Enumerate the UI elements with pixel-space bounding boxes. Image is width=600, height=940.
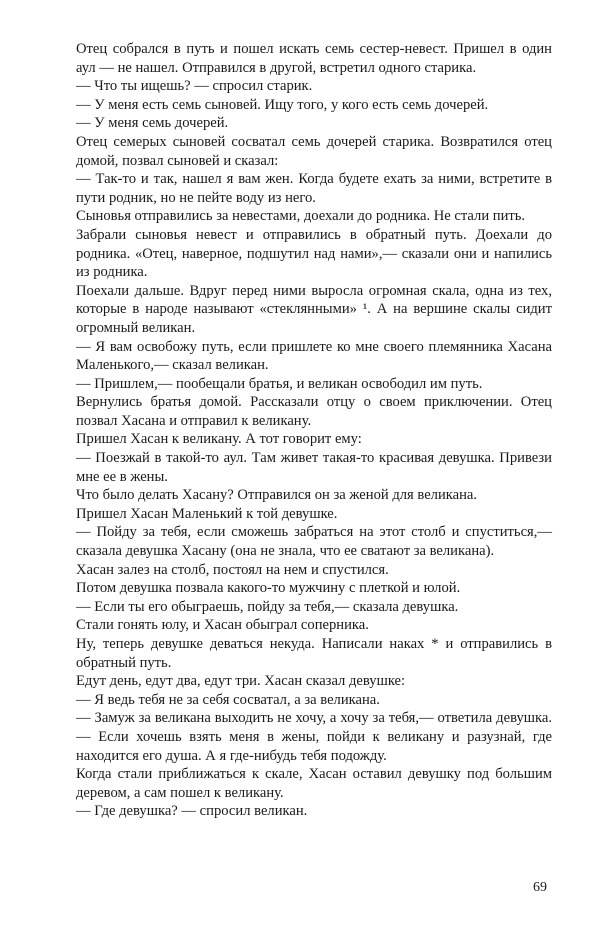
paragraph: — Пришлем,— пообещали братья, и великан освободил им путь.: [76, 375, 483, 392]
paragraph: Стали гонять юлу, и Хасан обыграл соперника.: [76, 617, 369, 634]
paragraph: — Я вам освобожу путь, если пришлете ко мне своего племянника Хасана Маленького,— сказал великан.: [76, 338, 552, 374]
paragraph: Хасан залез на столб, постоял на нем и спустился.: [76, 561, 389, 578]
body-text: [76, 40, 552, 821]
paragraph: — Я ведь тебя не за себя сосватал, а за великана.: [76, 691, 380, 708]
paragraph: Потом девушка позвала какого-то мужчину с плеткой и юлой.: [76, 580, 461, 597]
paragraph: Отец семерых сыновей сосватал семь дочерей старика. Возвратился отец домой, позвал сыновей и сказал:: [76, 133, 552, 169]
paragraph: — Поезжай в такой-то аул. Там живет такая-то красивая девушка. Привези мне ее в жены.: [76, 450, 552, 485]
paragraph: Ну, теперь девушке деваться некуда. Написали наках * и отправились в обратный путь.: [76, 636, 552, 671]
paragraph: Когда стали приближаться к скале, Хасан оставил девушку под большим деревом, а сам пошел к великану.: [76, 766, 552, 801]
paragraph: — Где девушка? — спросил великан.: [76, 803, 308, 820]
paragraph: — Пойду за тебя, если сможешь забраться на этот столб и спуститься,— сказала девушка Хасану (она не знала, что ее сватают за великана).: [76, 524, 552, 560]
paragraph: — Что ты ищешь? — спросил старик.: [76, 78, 313, 95]
paragraph: — Замуж за великана выходить не хочу, а хочу за тебя,— ответила девушка.— Если хочешь взять меня в жены, пойди к великану и разузнай, где находится его душа. А я где-нибудь тебя подожду.: [76, 710, 552, 764]
paragraph: Забрали сыновья невест и отправились в обратный путь. Доехали до родника. «Отец, наверное, подшутил над нами»,— сказали они и напились из родника.: [76, 226, 552, 281]
paragraph: Вернулись братья домой. Рассказали отцу о своем приключении. Отец позвал Хасана и отправил к великану.: [76, 394, 552, 429]
paragraph: Едут день, едут два, едут три. Хасан сказал девушке:: [76, 673, 406, 690]
paragraph: — У меня есть семь сыновей. Ищу того, у кого есть семь дочерей.: [76, 96, 489, 113]
paragraph: Пришел Хасан Маленький к той девушке.: [76, 505, 338, 522]
paragraph: Пришел Хасан к великану. А тот говорит ему:: [76, 431, 362, 448]
paragraph: Отец собрался в путь и пошел искать семь сестер-невест. Пришел в один аул — не нашел. Отправился в другой, встретил одного старика.: [76, 41, 552, 76]
paragraph: Что было делать Хасану? Отправился он за женой для великана.: [76, 487, 478, 504]
page-number: 69: [533, 880, 547, 895]
paragraph: — Так-то и так, нашел я вам жен. Когда будете ехать за ними, встретите в пути родник, но не пейте воду из него.: [76, 171, 552, 206]
paragraph: Сыновья отправились за невестами, доехали до родника. Не стали пить.: [76, 208, 526, 225]
paragraph: Поехали дальше. Вдруг перед ними выросла огромная скала, одна из тех, которые в народе называют «стеклянными» ¹. А на вершине скалы сидит огромный великан.: [76, 282, 552, 336]
paragraph: — Если ты его обыграешь, пойду за тебя,— сказала девушка.: [76, 598, 459, 615]
paragraph: — У меня семь дочерей.: [76, 115, 229, 132]
